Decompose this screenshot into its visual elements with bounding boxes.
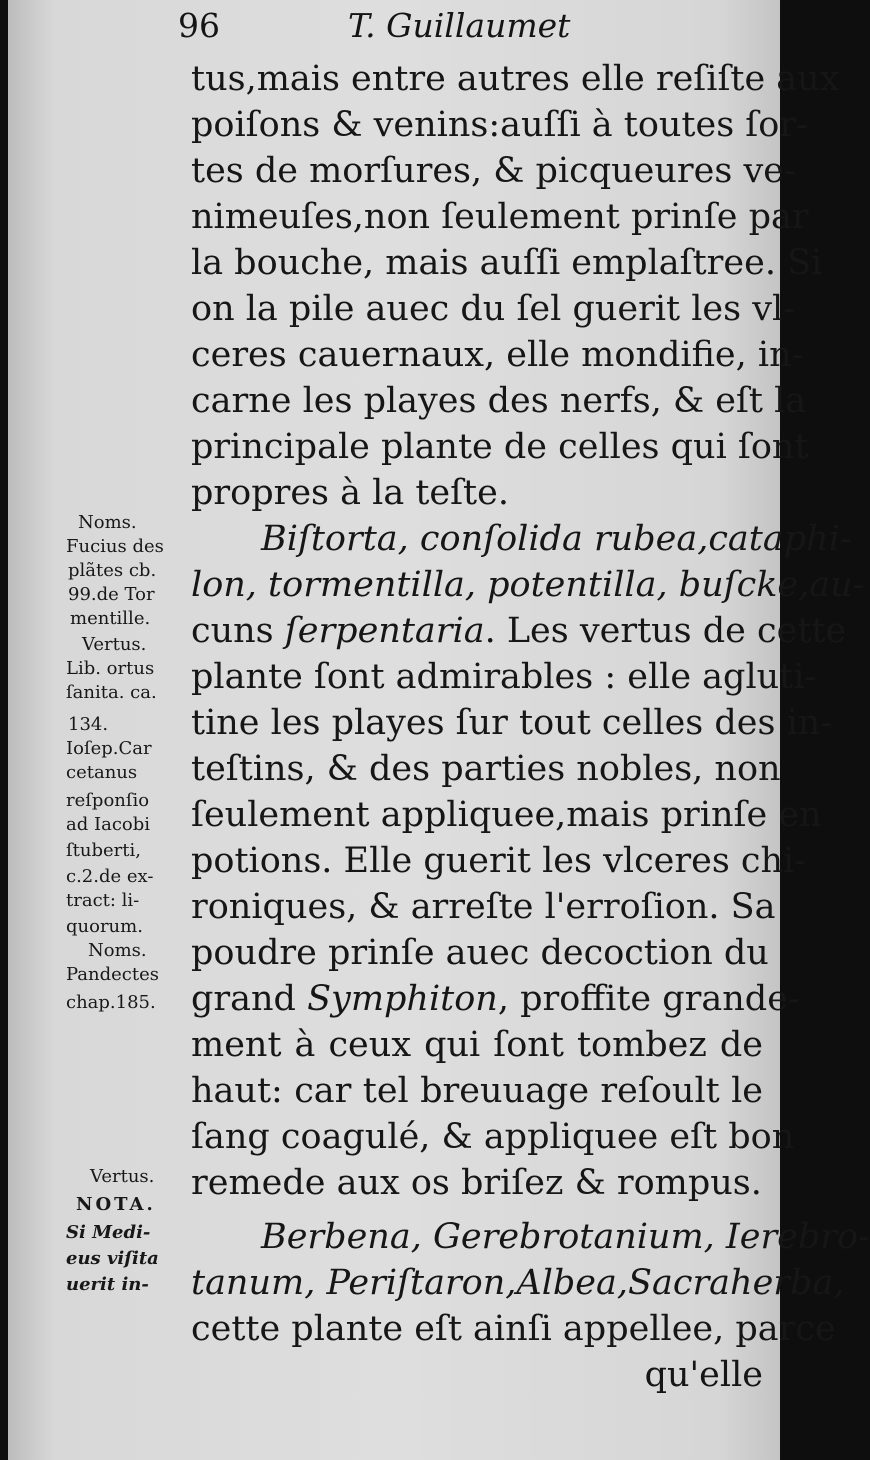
margin-note: ſtuberti, bbox=[66, 840, 141, 861]
margin-note: Noms. bbox=[88, 940, 147, 961]
margin-note: cetanus bbox=[66, 762, 138, 783]
margin-note: eus viſita bbox=[66, 1248, 159, 1269]
text-line: ceres cauernaux, elle mondifie, in- bbox=[191, 335, 804, 375]
margin-note: reſponſio bbox=[66, 790, 150, 811]
margin-note: c.2.de ex- bbox=[66, 866, 154, 887]
text-line: principale plante de celles qui ſont bbox=[191, 427, 809, 467]
running-head: T. Guillaumet bbox=[348, 6, 571, 45]
text-line: Biſtorta, conſolida rubea,cataphi- bbox=[261, 519, 852, 559]
margin-note: mentille. bbox=[70, 608, 151, 629]
margin-note: 134. bbox=[68, 714, 109, 735]
text-line: haut: car tel breuuage reſoult le bbox=[191, 1071, 763, 1111]
margin-note: uerit in- bbox=[66, 1274, 149, 1295]
margin-note: Pandectes bbox=[66, 964, 160, 985]
text-run: cuns bbox=[191, 611, 285, 651]
margin-note: chap.185. bbox=[66, 992, 156, 1013]
text-line: lon, tormentilla, potentilla, buſcke,au- bbox=[191, 565, 865, 605]
text-line: poiſons & venins:auſſi à toutes ſor- bbox=[191, 105, 808, 145]
margin-note: tract: li- bbox=[66, 890, 140, 911]
text-run: grand bbox=[191, 979, 308, 1019]
text-line: tus,mais entre autres elle reſiſte aux bbox=[191, 59, 840, 99]
text-run: , proffite grande- bbox=[497, 979, 800, 1019]
text-line: ſang coagulé, & appliquee eſt bon bbox=[191, 1117, 795, 1157]
text-line: ment à ceux qui ſont tombez de bbox=[191, 1025, 763, 1065]
text-run: . Les vertus de cette bbox=[484, 611, 847, 651]
margin-note-nota: NOTA. bbox=[76, 1194, 156, 1215]
text-line: tes de morſures, & picqueures ve- bbox=[191, 151, 796, 191]
page-number: 96 bbox=[178, 6, 220, 45]
text-line: remede aux os briſez & rompus. bbox=[191, 1163, 762, 1203]
text-line: la bouche, mais auſſi emplaſtree. Si bbox=[191, 243, 823, 283]
margin-note: Lib. ortus bbox=[66, 658, 155, 679]
text-line: nimeuſes,non ſeulement prinſe par bbox=[191, 197, 809, 237]
text-line: tanum, Periſtaron,Albea,Sacraherba, bbox=[191, 1263, 845, 1303]
text-line: propres à la teſte. bbox=[191, 473, 509, 513]
margin-note: Vertus. bbox=[90, 1166, 155, 1187]
margin-note: Vertus. bbox=[82, 634, 147, 655]
italic-term: ſerpentaria bbox=[284, 611, 485, 651]
text-line: tine les playes ſur tout celles des in- bbox=[191, 703, 833, 743]
text-line: on la pile auec du ſel guerit les vl- bbox=[191, 289, 796, 329]
margin-note: ſanita. ca. bbox=[66, 682, 157, 703]
text-line bbox=[191, 608, 847, 654]
text-line: carne les playes des nerfs, & eſt la bbox=[191, 381, 807, 421]
catchword: qu'elle bbox=[644, 1355, 763, 1395]
margin-note: 99.de Tor bbox=[68, 584, 155, 605]
text-line: roniques, & arreſte l'erroſion. Sa bbox=[191, 887, 776, 927]
text-line: cette plante eſt ainſi appellee, parce bbox=[191, 1309, 836, 1349]
text-line: Berbena, Gerebrotanium, Ierebro- bbox=[261, 1217, 870, 1257]
margin-note: Si Medi- bbox=[66, 1222, 151, 1243]
book-page bbox=[8, 0, 870, 1460]
text-line: plante ſont admirables : elle agluti- bbox=[191, 657, 817, 697]
margin-note: Ioſep.Car bbox=[66, 738, 152, 759]
text-line: poudre prinſe auec decoction du bbox=[191, 933, 769, 973]
text-line: ſeulement appliquee,mais prinſe en bbox=[191, 795, 822, 835]
margin-note: ad Iacobi bbox=[66, 814, 151, 835]
margin-note: quorum. bbox=[66, 916, 143, 937]
margin-note: Noms. bbox=[78, 512, 137, 533]
margin-note: plãtes cb. bbox=[68, 560, 157, 581]
text-line: potions. Elle guerit les vlceres chi- bbox=[191, 841, 807, 881]
text-line: teſtins, & des parties nobles, non bbox=[191, 749, 781, 789]
text-line bbox=[191, 976, 800, 1022]
italic-term: Symphiton bbox=[307, 979, 498, 1019]
margin-note: Fucius des bbox=[66, 536, 164, 557]
